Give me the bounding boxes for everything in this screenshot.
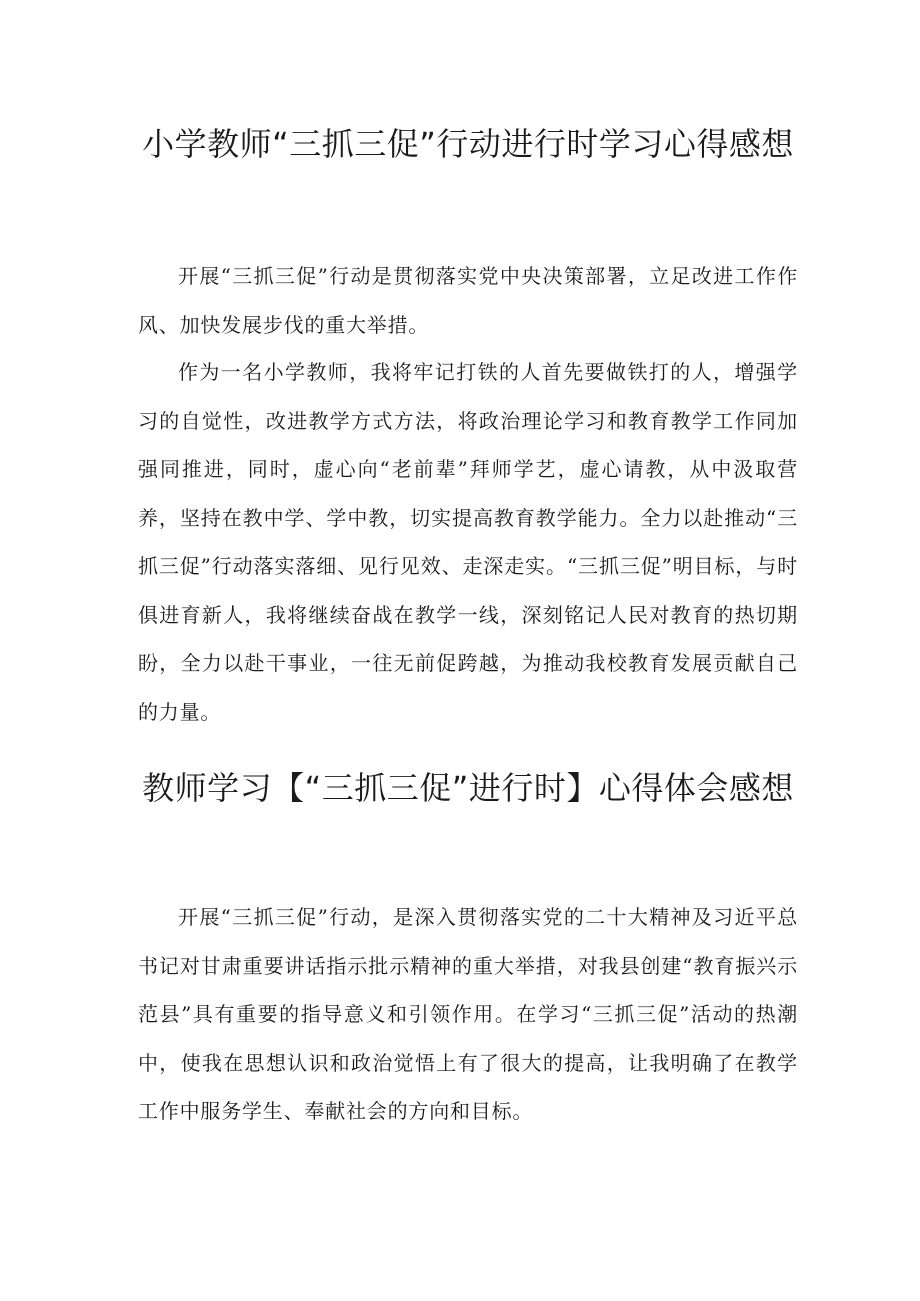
section-1-paragraph-2: 作为一名小学教师，我将牢记打铁的人首先要做铁打的人，增强学习的自觉性，改进教学方式方法，将政治理论学习和教育教学工作同加强同推进，同时，虚心向“老前辈”拜师学艺，虚心请教，从中汲取营养，坚持在教中学、学中教，切实提高教育教学能力。全力以赴推动“三抓三促”行动落实落细、见行见效、走深走实。“三抓三促”明目标，与时俱进育新人，我将继续奋战在教学一线，深刻铭记人民对教育的热切期盼，全力以赴干事业，一往无前促跨越，为推动我校教育发展贡献自己的力量。: [138, 360, 798, 724]
section-2-paragraph-1: 开展“三抓三促”行动，是深入贯彻落实党的二十大精神及习近平总书记对甘肃重要讲话指示批示精神的重大举措，对我县创建“教育振兴示范县”具有重要的指导意义和引领作用。在学习“三抓三促”活动的热潮中，使我在思想认识和政治觉悟上有了很大的提高，让我明确了在教学工作中服务学生、奉献社会的方向和目标。: [138, 905, 798, 1123]
section-2-title: 教师学习【“三抓三促”进行时】心得体会感想: [142, 769, 794, 807]
section-1-paragraph-1: 开展“三抓三促”行动是贯彻落实党中央决策部署，立足改进工作作风、加快发展步伐的重大举措。: [138, 264, 798, 337]
section-1-title: 小学教师“三抓三促”行动进行时学习心得感想: [142, 125, 794, 163]
